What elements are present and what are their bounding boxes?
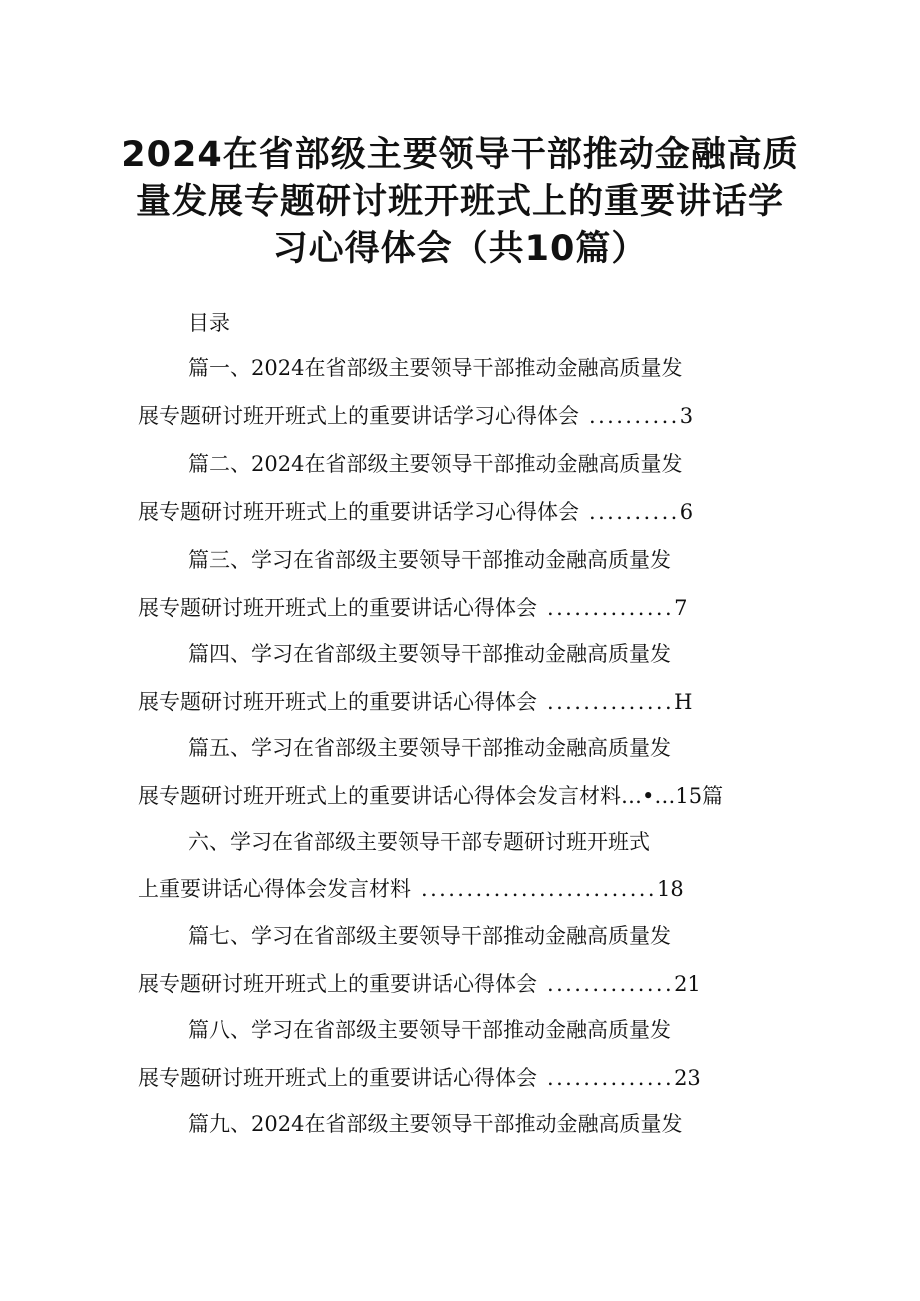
toc-page-number: H <box>674 690 693 714</box>
toc-entry-4-line-1: 篇四、学习在省部级主要领导干部推动金融高质量发 <box>188 642 671 666</box>
toc-entry-5-line-1: 篇五、学习在省部级主要领导干部推动金融高质量发 <box>188 736 671 760</box>
toc-entry-3-line-2 <box>138 593 687 623</box>
toc-entry-2-text: 展专题研讨班开班式上的重要讲话学习心得体会 <box>138 500 579 524</box>
toc-entry-7-line-1: 篇七、学习在省部级主要领导干部推动金融高质量发 <box>188 924 671 948</box>
toc-leader-dots: .............. <box>547 1066 675 1090</box>
toc-entry-2-line-1: 篇二、2024在省部级主要领导干部推动金融高质量发 <box>188 452 683 476</box>
toc-leader-dots: .......... <box>589 404 680 428</box>
toc-entry-8-line-2 <box>138 1063 701 1093</box>
toc-entry-9-line-1: 篇九、2024在省部级主要领导干部推动金融高质量发 <box>188 1112 683 1136</box>
toc-entry-3-text: 展专题研讨班开班式上的重要讲话心得体会 <box>138 596 537 620</box>
toc-entry-7-line-2 <box>138 969 701 999</box>
toc-page-number: 15篇 <box>675 784 724 808</box>
document-title <box>120 132 800 273</box>
toc-page-number: 23 <box>674 1066 701 1090</box>
toc-leader-dots: .......... <box>589 500 680 524</box>
toc-entry-3-line-1: 篇三、学习在省部级主要领导干部推动金融高质量发 <box>188 548 671 572</box>
toc-leader-dots: .............. <box>547 596 675 620</box>
toc-entry-1-text: 展专题研讨班开班式上的重要讲话学习心得体会 <box>138 404 579 428</box>
title-line-1: 2024在省部级主要领导干部推动金融高质 <box>121 135 799 175</box>
toc-entry-7-text: 展专题研讨班开班式上的重要讲话心得体会 <box>138 972 537 996</box>
toc-entry-5-text: 展专题研讨班开班式上的重要讲话心得体会发言材料…•… <box>138 784 676 808</box>
toc-leader-dots: .............. <box>547 972 675 996</box>
toc-entry-1-line-1: 篇一、2024在省部级主要领导干部推动金融高质量发 <box>188 356 683 380</box>
toc-page-number: 7 <box>674 596 688 620</box>
toc-leader-dots: .......................... <box>421 877 657 901</box>
title-line-3: 习心得体会（共10篇） <box>272 229 648 269</box>
toc-entry-1-line-2 <box>138 401 693 431</box>
toc-page-number: 21 <box>674 972 701 996</box>
toc-entry-6-line-1: 六、学习在省部级主要领导干部专题研讨班开班式 <box>188 830 650 854</box>
toc-page-number: 18 <box>656 877 684 901</box>
toc-entry-8-text: 展专题研讨班开班式上的重要讲话心得体会 <box>138 1066 537 1090</box>
toc-entry-5-line-2 <box>138 781 723 811</box>
toc-leader-dots: .............. <box>547 690 675 714</box>
toc-page-number: 6 <box>679 500 694 524</box>
toc-entry-2-line-2 <box>138 497 693 527</box>
toc-page-number: 3 <box>679 404 694 428</box>
toc-entry-6-text: 上重要讲话心得体会发言材料 <box>138 877 411 901</box>
toc-entry-8-line-1: 篇八、学习在省部级主要领导干部推动金融高质量发 <box>188 1018 671 1042</box>
title-line-2: 量发展专题研讨班开班式上的重要讲话学 <box>135 182 784 222</box>
toc-heading: 目录 <box>188 311 230 335</box>
toc-entry-4-line-2 <box>138 687 692 717</box>
toc-entry-6-line-2 <box>138 874 684 904</box>
toc-entry-4-text: 展专题研讨班开班式上的重要讲话心得体会 <box>138 690 537 714</box>
